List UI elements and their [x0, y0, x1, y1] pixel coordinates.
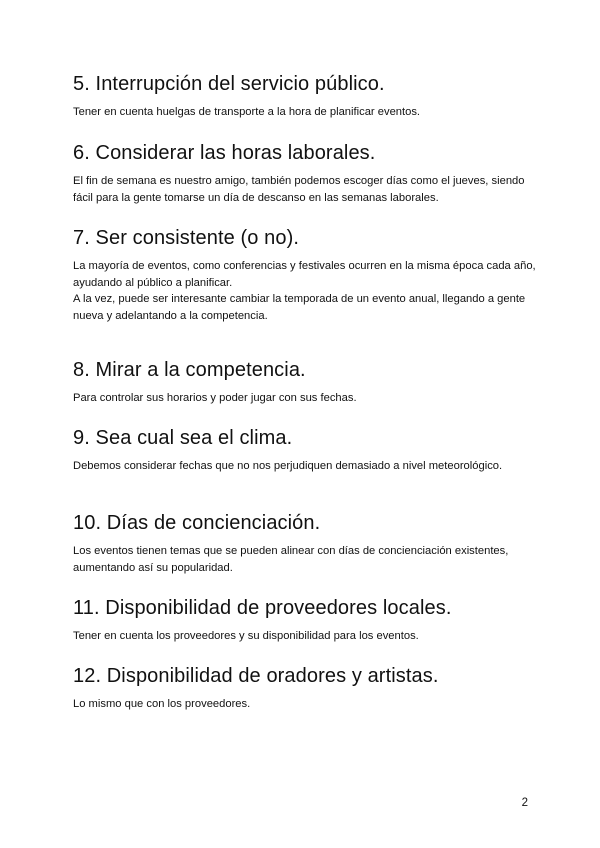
section-paragraph: Para controlar sus horarios y poder jugar con sus fechas.: [73, 392, 357, 404]
section-body: [73, 620, 543, 645]
section-body: [73, 450, 543, 475]
section-10-awareness-days: [73, 511, 543, 576]
section-paragraph: Tener en cuenta huelgas de transporte a la hora de planificar eventos.: [73, 106, 421, 118]
section-paragraph: A la vez, puede ser interesante cambiar la temporada de un evento anual, llegando a gente nueva y adelantando a la competencia.: [73, 293, 526, 322]
section-heading: 6. Considerar las horas laborales.: [73, 142, 376, 164]
section-body: [73, 688, 543, 713]
section-paragraph: Debemos considerar fechas que no nos perjudiquen demasiado a nivel meteorológico.: [73, 460, 503, 472]
section-paragraph: El fin de semana es nuestro amigo, también podemos escoger días como el jueves, siendo fácil para la gente tomarse un día de descanso en las semanas laborales.: [73, 175, 525, 204]
section-7-be-consistent: [73, 226, 543, 324]
section-9-weather: [73, 426, 543, 475]
section-body: [73, 382, 543, 407]
section-heading: 7. Ser consistente (o no).: [73, 227, 300, 249]
section-heading: 9. Sea cual sea el clima.: [73, 427, 293, 449]
section-body: [73, 250, 543, 324]
section-heading: 5. Interrupción del servicio público.: [73, 73, 385, 95]
section-paragraph: Tener en cuenta los proveedores y su disponibilidad para los eventos.: [73, 630, 419, 642]
section-heading: 8. Mirar a la competencia.: [73, 359, 306, 381]
section-12-speakers-artists: [73, 664, 543, 713]
section-body: [73, 165, 543, 206]
section-8-watch-competition: [73, 358, 543, 407]
section-heading: 12. Disponibilidad de oradores y artistas.: [73, 665, 439, 687]
section-body: [73, 535, 543, 576]
page-number: 2: [521, 797, 528, 809]
section-paragraph: La mayoría de eventos, como conferencias y festivales ocurren en la misma época cada año, ayudando al público a planificar.: [73, 260, 536, 289]
section-6-working-hours: [73, 141, 543, 206]
section-11-local-suppliers: [73, 596, 543, 645]
section-paragraph: Los eventos tienen temas que se pueden alinear con días de concienciación existentes, aumentando así su popularidad.: [73, 545, 509, 574]
section-heading: 11. Disponibilidad de proveedores locales.: [73, 597, 452, 619]
section-paragraph: Lo mismo que con los proveedores.: [73, 698, 251, 710]
section-body: [73, 96, 543, 121]
section-heading: 10. Días de concienciación.: [73, 512, 321, 534]
section-5-public-service-interruption: [73, 72, 543, 121]
